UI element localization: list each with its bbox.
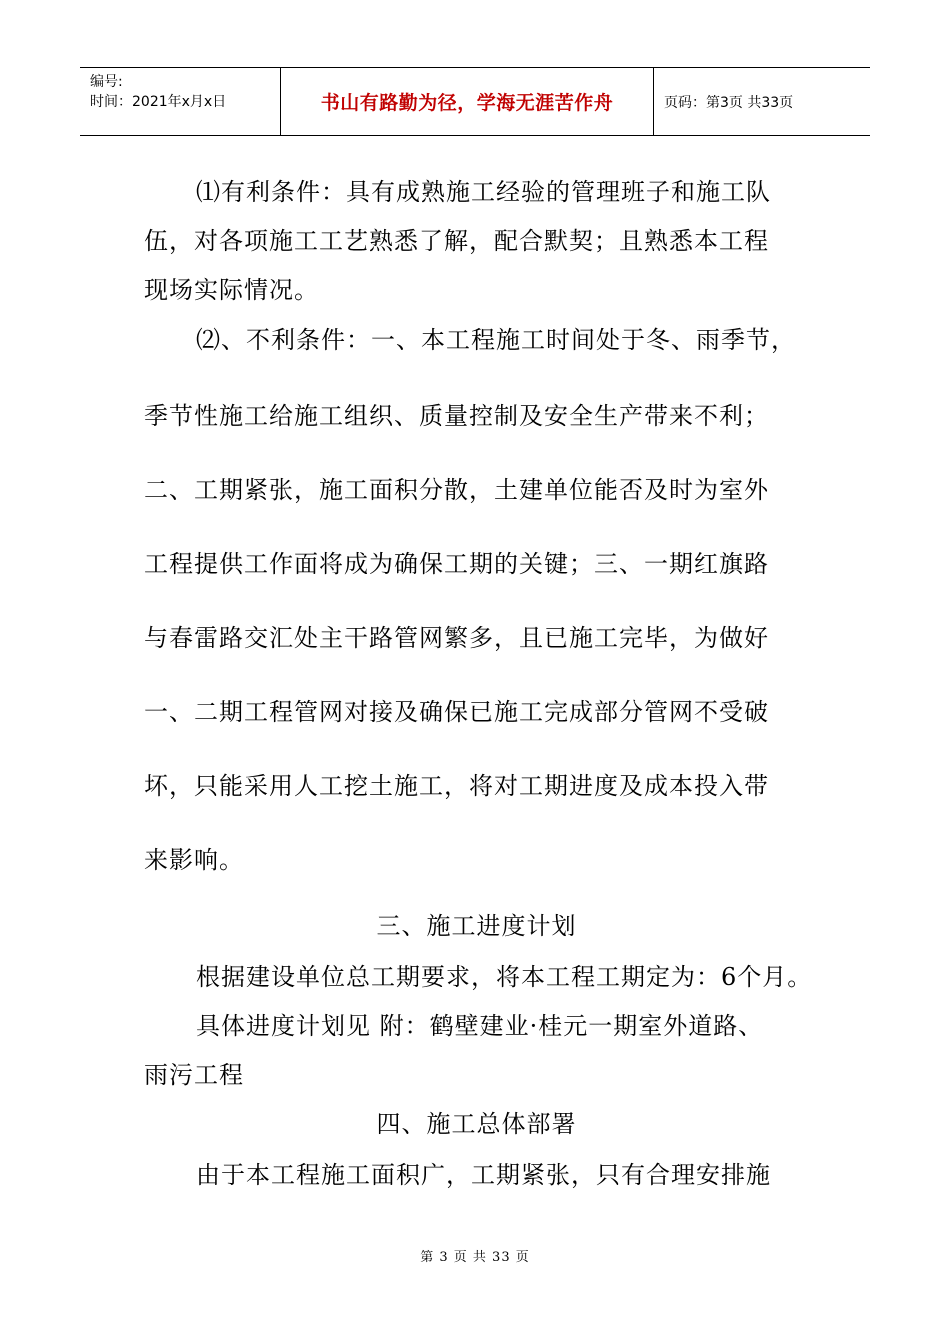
section-title: 四、施工总体部署 — [376, 1110, 577, 1138]
paragraph-line: 由于本工程施工面积广，工期紧张，只有合理安排施 — [196, 1161, 771, 1189]
paragraph-line: 雨污工程 — [144, 1061, 244, 1089]
header-meta — [80, 68, 281, 135]
document-header — [80, 67, 870, 136]
paragraph-line: 季节性施工给施工组织、质量控制及安全生产带来不利； — [144, 402, 769, 430]
header-page-info: 页码：第3页 共33页 — [664, 94, 794, 111]
paragraph-line: 来影响。 — [144, 846, 244, 874]
header-motto: 书山有路勤为径，学海无涯苦作舟 — [320, 92, 614, 114]
section-title: 三、施工进度计划 — [376, 912, 577, 940]
paragraph-line: 一、二期工程管网对接及确保已施工完成部分管网不受破 — [144, 698, 769, 726]
paragraph-line: 二、工期紧张，施工面积分散，土建单位能否及时为室外 — [144, 476, 769, 504]
paragraph-line: ⑵、不利条件：一、本工程施工时间处于冬、雨季节， — [196, 326, 796, 354]
page-footer: 第 3 页 共 33 页 — [420, 1250, 530, 1265]
paragraph-line: 根据建设单位总工期要求，将本工程工期定为：6个月。 — [196, 963, 813, 991]
paragraph-line: 现场实际情况。 — [144, 276, 319, 304]
time-label: 时间：2021年x月x日 — [90, 94, 227, 110]
paragraph-line: 工程提供工作面将成为确保工期的关键；三、一期红旗路 — [144, 550, 769, 578]
paragraph-line: 与春雷路交汇处主干路管网繁多，且已施工完毕，为做好 — [144, 624, 769, 652]
paragraph-line: ⑴有利条件：具有成熟施工经验的管理班子和施工队 — [196, 178, 771, 206]
header-motto-cell — [281, 68, 654, 135]
paragraph-line: 坏，只能采用人工挖土施工，将对工期进度及成本投入带 — [144, 772, 769, 800]
paragraph-line: 具体进度计划见 附：鹤壁建业·桂元一期室外道路、 — [196, 1012, 764, 1040]
code-label: 编号: — [90, 74, 123, 90]
paragraph-line: 伍，对各项施工工艺熟悉了解，配合默契；且熟悉本工程 — [144, 227, 769, 255]
